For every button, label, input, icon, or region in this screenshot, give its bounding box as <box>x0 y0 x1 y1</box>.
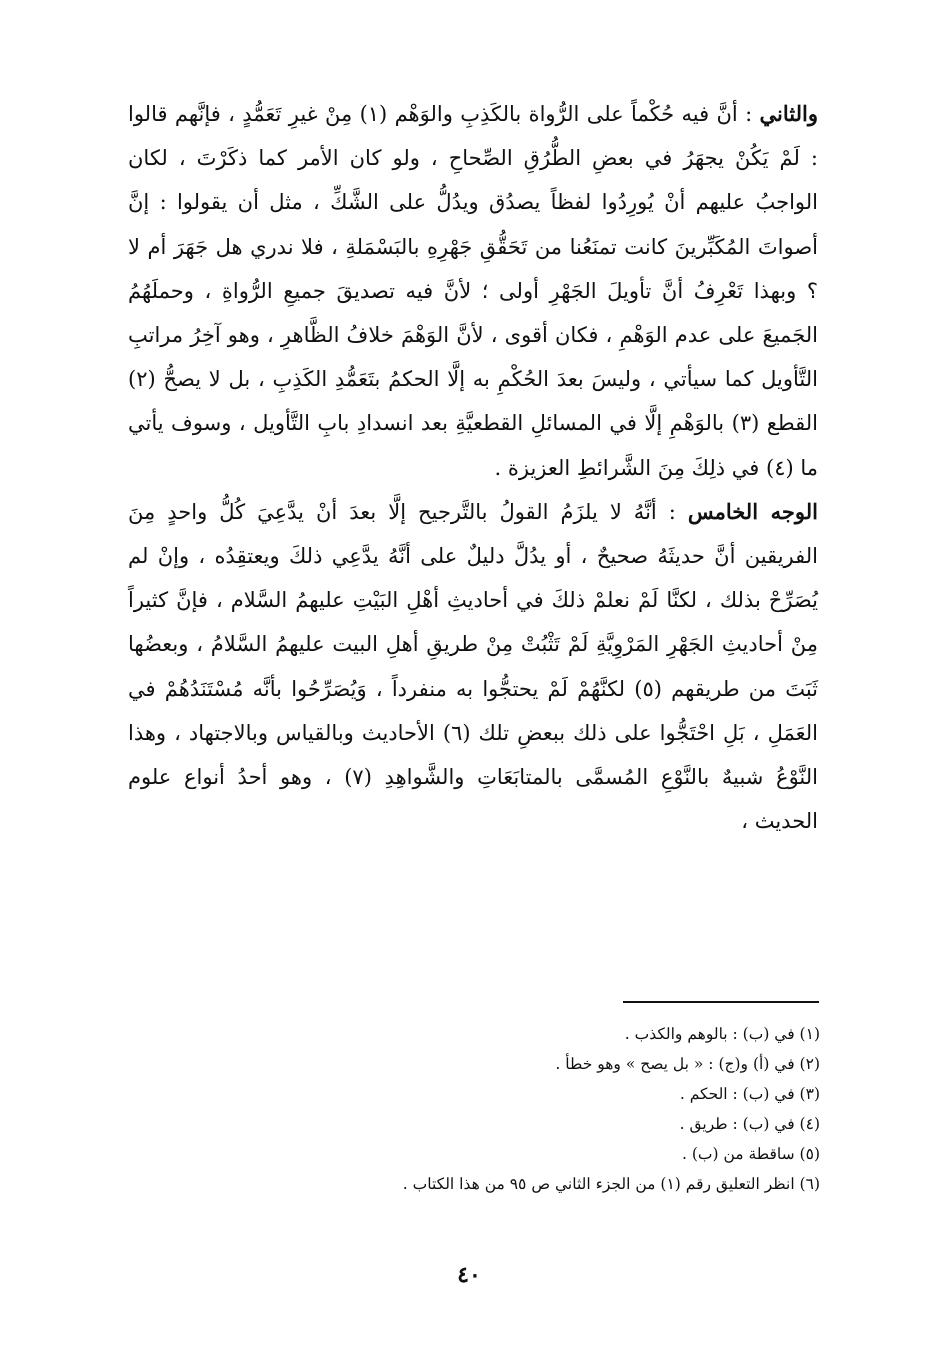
footnote: (٦) انظر التعليق رقم (١) من الجزء الثاني ص ٩٥ من هذا الكتاب . <box>402 1175 820 1193</box>
main-text <box>128 92 818 843</box>
footnote: (٢) في (أ) و(ج) : « بل يصح » وهو خطأ . <box>555 1055 820 1073</box>
paragraph-1 <box>128 92 818 490</box>
paragraph-2 <box>128 490 818 844</box>
footnote-separator <box>623 1001 819 1003</box>
footnotes <box>200 1019 820 1199</box>
paragraph-lead: الوجه الخامس <box>687 498 818 524</box>
paragraph-body: : أنَّهُ لا يلزَمُ القولُ بالتَّرجيح إلَّا بعدَ أنْ يدَّعِيَ كُلُّ واحدٍ مِنَ الفريقين أنَّ حديثَهُ صحيحٌ ، أو يدُلَّ دليلٌ على أنَّهُ يدَّعِي ذلكَ ويعتقِدُه ، وإنْ لم يُصَرِّحْ بذلك ، لكنَّا لَمْ نعلمْ ذلكَ في أحاديثِ أهْلِ البَيْتِ عليهمُ السَّلام ، فإنَّ كثيراً مِنْ أحاديثِ الجَهْرِ المَرْوِيَّةِ لَمْ تَثْبُتْ مِنْ طريقِ أهلِ البيت عليهمُ السَّلامُ ، وبعضُها ثَبَتَ من طريقهم (٥) لكنَّهُمْ لَمْ يحتجُّوا به منفرداً ، وَيُصَرِّحُوا بأنَّه مُسْتَنَدُهُمْ في العَمَلِ ، بَلِ احْتَجُّوا على ذلك ببعضِ تلك (٦) الأحاديث وبالقياس وبالاجتهاد ، وهذا النَّوْعُ شبيهٌ بالنَّوْعِ المُسمَّى بالمتابَعَاتِ والشَّواهِدِ (٧) ، وهو أحدُ أنواع علوم الحديث ، <box>128 499 819 834</box>
footnote: (٤) في (ب) : طريق . <box>679 1115 820 1133</box>
footnote: (٣) في (ب) : الحكم . <box>679 1085 820 1103</box>
footnote: (١) في (ب) : بالوهم والكذب . <box>624 1025 820 1043</box>
footnote: (٥) ساقطة من (ب) . <box>681 1145 820 1163</box>
paragraph-lead: والثاني <box>759 101 818 126</box>
paragraph-body: : أنَّ فيه حُكْماً على الرُّواة بالكَذِبِ والوَهْم (١) مِنْ غيرِ تَعَمُّدٍ ، فإنَّهم قالوا : لَمْ يَكُنْ يجهَرُ في بعضِ الطُّرُقِ الصِّحاحِ ، ولو كان الأمر كما ذكَرْتَ ، لكان الواجبُ عليهم أنْ يُورِدُوا لفظاً يصدُق ويدُلُّ على الشَّكِّ ، مثل أن يقولوا : إنَّ أصواتَ المُكَبِّرينَ كانت تمنَعُنا من تَحَقُّقِ جَهْرِهِ بالبَسْمَلةِ ، فلا ندري هل جَهَرَ أم لا ؟ وبهذا تَعْرِفُ أنَّ تأويلَ الجَهْرِ أولى ؛ لأنَّ فيه تصديقَ جميعِ الرُّواةِ ، وحملَهُمُ الجَميعَ على عدم الوَهْمِ ، فكان أقوى ، لأنَّ الوَهْمَ خلافُ الظَّاهرِ ، وهو آخِرُ مراتبِ التَّأويل كما سيأتي ، وليسَ بعدَ الحُكْمِ به إلَّا الحكمُ بتَعَمُّدِ الكَذِبِ ، بل لا يصحُّ (٢) القطع (٣) بالوَهْمِ إلَّا في المسائلِ القطعيَّةِ بعد انسدادِ بابِ التَّأويل ، وسوف يأتي ما (٤) في ذلِكَ مِنَ الشَّرائطِ العزيزة . <box>128 102 818 480</box>
page-number: ٤٠ <box>457 1262 481 1288</box>
